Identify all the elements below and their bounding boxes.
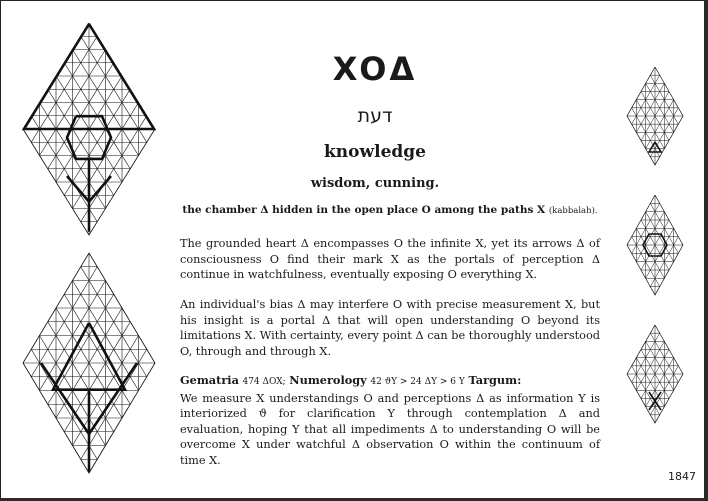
phrase-source: (kabbalah). xyxy=(548,206,598,216)
page-number: 1847 xyxy=(668,470,696,483)
numerology-label: Numerology xyxy=(289,373,367,387)
definitions: wisdom, cunning. xyxy=(310,176,440,191)
hebrew-word: דעת xyxy=(357,105,393,127)
kabbalah-phrase xyxy=(180,204,600,216)
gematria-value: 474 ΔOX; xyxy=(242,377,286,387)
left-top-diamond-figure xyxy=(22,22,156,236)
numerology-value: 42 ϑY > 24 ΔY > 6 Y xyxy=(370,377,465,387)
paragraph-bias: An individual's bias Δ may interfere O with precise measurement X, but his insight is a portal Δ that will open understanding O beyond its limitations X. With certainty, every point Δ can be thoroughly understood O, through and through X. xyxy=(180,298,600,358)
targum-label: Targum: xyxy=(468,373,522,387)
right-top-diamond-figure xyxy=(626,66,684,166)
card-edge-right xyxy=(704,0,708,501)
paragraph-gematria xyxy=(180,373,600,468)
right-bottom-diamond-figure xyxy=(626,324,684,424)
right-middle-diamond-figure xyxy=(626,194,684,296)
targum-text: We measure X understandings O and perceptions Δ as information Y is interiorized ϑ for clarification Y through contemplation Δ and evaluation, hoping Y that all impediments Δ to understanding O will be overcome X under watchful Δ observation O within the continuum of time X. xyxy=(180,391,600,467)
phrase-text: the chamber Δ hidden in the open place O among the paths X xyxy=(182,204,546,216)
gematria-label: Gematria xyxy=(180,373,239,387)
headword: knowledge xyxy=(324,142,426,162)
glyph-title: XOΔ xyxy=(332,50,418,88)
left-bottom-diamond-figure xyxy=(22,252,156,474)
paragraph-heart: The grounded heart Δ encompasses O the infinite X, yet its arrows Δ of consciousness O find their mark X as the portals of perception Δ continue in watchfulness, eventually exposing O everything X. xyxy=(180,237,600,281)
